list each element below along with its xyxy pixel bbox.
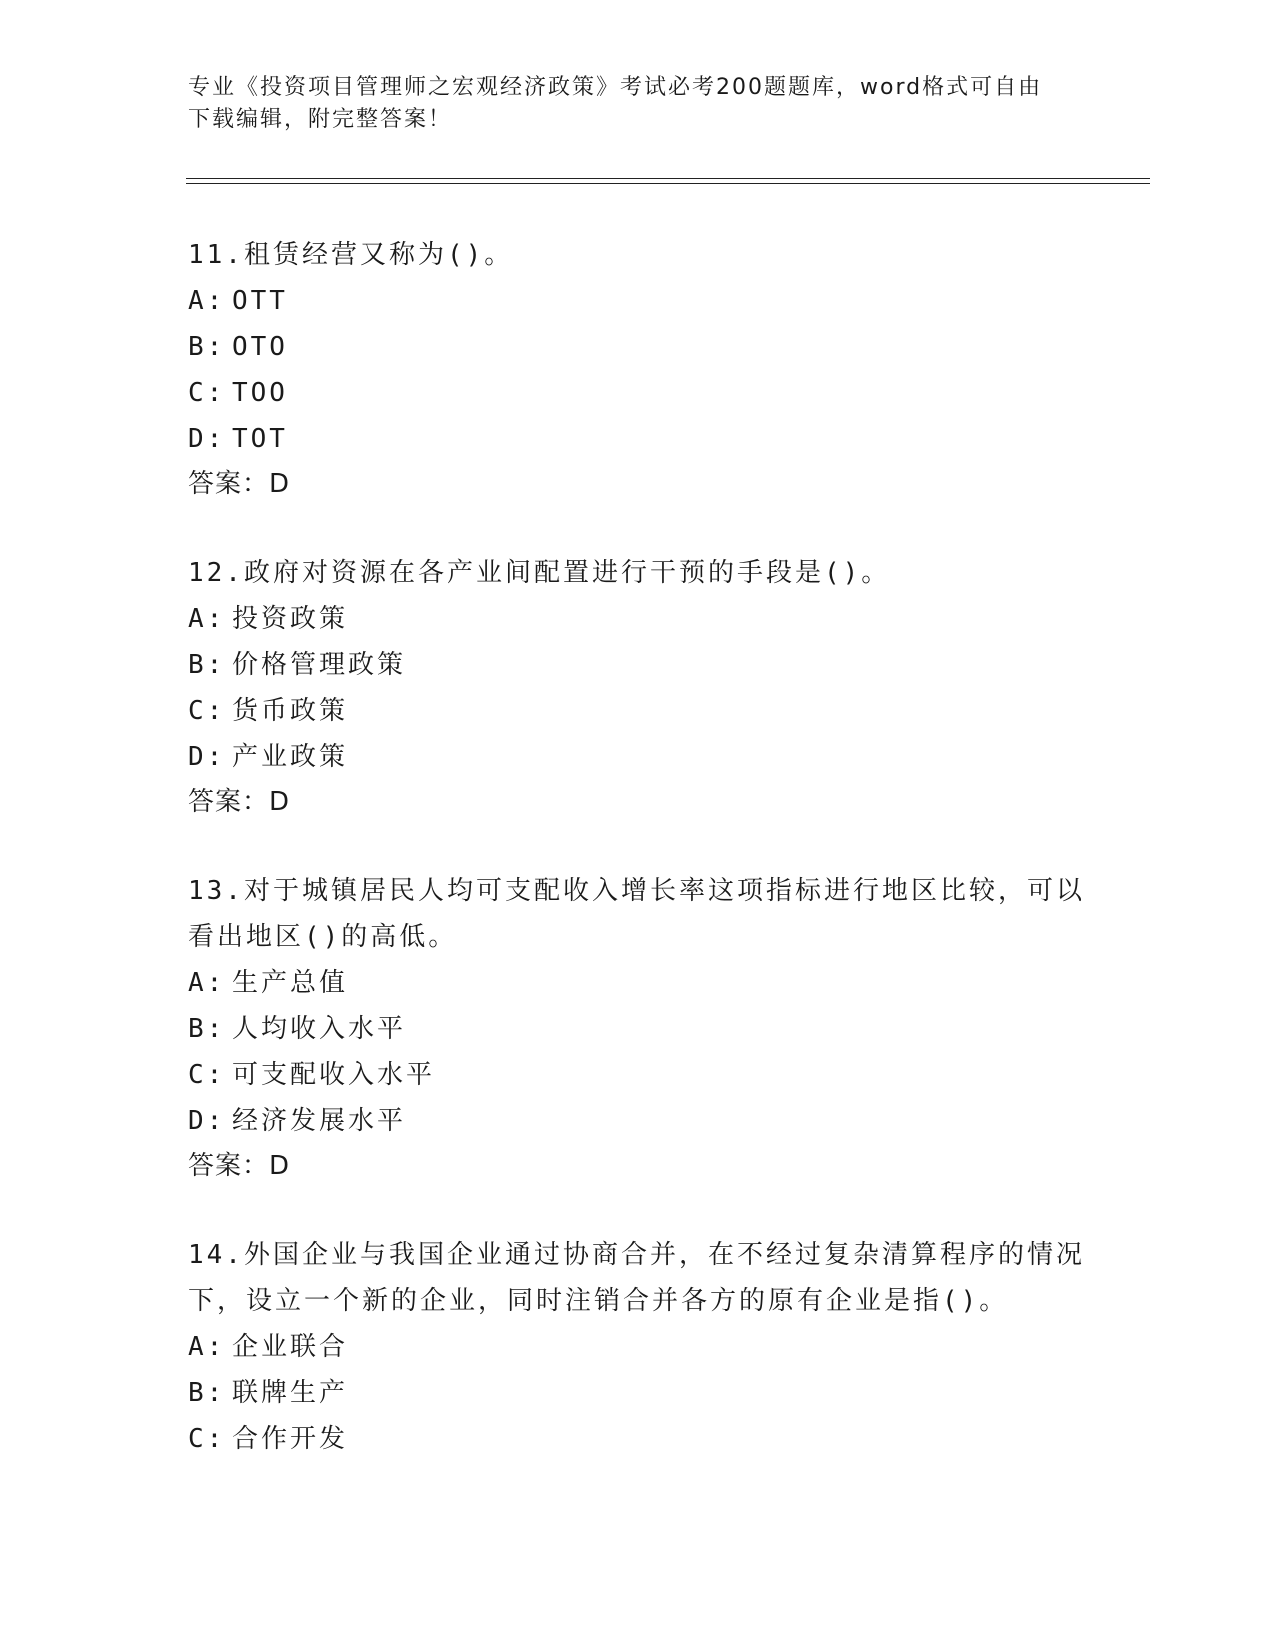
question-stem-line: 13.对于城镇居民人均可支配收入增长率这项指标进行地区比较，可以 <box>188 876 1085 906</box>
option-text: 人均收入水平 <box>232 1014 407 1044</box>
option-text: 可支配收入水平 <box>232 1060 436 1090</box>
option-letter: A: <box>188 968 226 998</box>
answer-key: 答案：D <box>188 469 291 499</box>
option-letter: A: <box>188 286 226 316</box>
answer-option <box>188 960 1088 1006</box>
option-text: TOO <box>232 378 288 408</box>
option-letter: A: <box>188 604 226 634</box>
option-letter: C: <box>188 378 226 408</box>
option-text: OTT <box>232 286 288 316</box>
option-letter: A: <box>188 1332 226 1362</box>
question-stem-line: 14.外国企业与我国企业通过协商合并，在不经过复杂清算程序的情况 <box>188 1240 1085 1270</box>
option-text: 产业政策 <box>232 742 349 772</box>
question-stem <box>188 550 1088 596</box>
header-line-2: 下载编辑，附完整答案！ <box>188 107 453 132</box>
question-stem-line: 12.政府对资源在各产业间配置进行干预的手段是()。 <box>188 558 891 588</box>
header-line-1: 专业《投资项目管理师之宏观经济政策》考试必考200题题库，word格式可自由 <box>188 75 1043 100</box>
option-text: 经济发展水平 <box>232 1106 407 1136</box>
question-list <box>188 232 1088 1506</box>
answer-option <box>188 1052 1088 1098</box>
option-letter: D: <box>188 742 226 772</box>
option-letter: C: <box>188 1424 226 1454</box>
question-block <box>188 550 1088 824</box>
option-text: 合作开发 <box>232 1424 349 1454</box>
option-text: 货币政策 <box>232 696 349 726</box>
option-text: 生产总值 <box>232 968 349 998</box>
option-text: TOT <box>232 424 288 454</box>
question-block <box>188 1232 1088 1462</box>
question-block <box>188 868 1088 1188</box>
answer-key: 答案：D <box>188 1151 291 1181</box>
header-rule-top <box>186 178 1150 179</box>
option-letter: D: <box>188 1106 226 1136</box>
answer-option <box>188 688 1088 734</box>
question-stem-line: 11.租赁经营又称为()。 <box>188 240 514 270</box>
option-letter: C: <box>188 1060 226 1090</box>
option-text: 投资政策 <box>232 604 349 634</box>
answer-option <box>188 324 1088 370</box>
answer-option <box>188 1098 1088 1144</box>
option-text: 企业联合 <box>232 1332 349 1362</box>
answer-option <box>188 1416 1088 1462</box>
answer-option <box>188 1370 1088 1416</box>
question-block <box>188 232 1088 506</box>
answer-option <box>188 278 1088 324</box>
question-stem-line: 看出地区()的高低。 <box>188 922 458 952</box>
header-rule-bottom <box>186 183 1150 184</box>
question-stem <box>188 1232 1088 1324</box>
question-stem <box>188 232 1088 278</box>
answer-option <box>188 416 1088 462</box>
question-stem-line: 下，设立一个新的企业，同时注销合并各方的原有企业是指()。 <box>188 1286 1009 1316</box>
answer-key: 答案：D <box>188 787 291 817</box>
option-letter: D: <box>188 424 226 454</box>
option-letter: B: <box>188 332 226 362</box>
answer-option <box>188 1006 1088 1052</box>
option-text: OTO <box>232 332 288 362</box>
answer-option <box>188 642 1088 688</box>
answer-option <box>188 370 1088 416</box>
option-letter: B: <box>188 1378 226 1408</box>
option-letter: B: <box>188 650 226 680</box>
document-header <box>188 72 1078 136</box>
option-letter: C: <box>188 696 226 726</box>
answer-option <box>188 596 1088 642</box>
option-letter: B: <box>188 1014 226 1044</box>
answer-option <box>188 1324 1088 1370</box>
option-text: 联牌生产 <box>232 1378 349 1408</box>
option-text: 价格管理政策 <box>232 650 407 680</box>
answer-option <box>188 734 1088 780</box>
question-stem <box>188 868 1088 960</box>
